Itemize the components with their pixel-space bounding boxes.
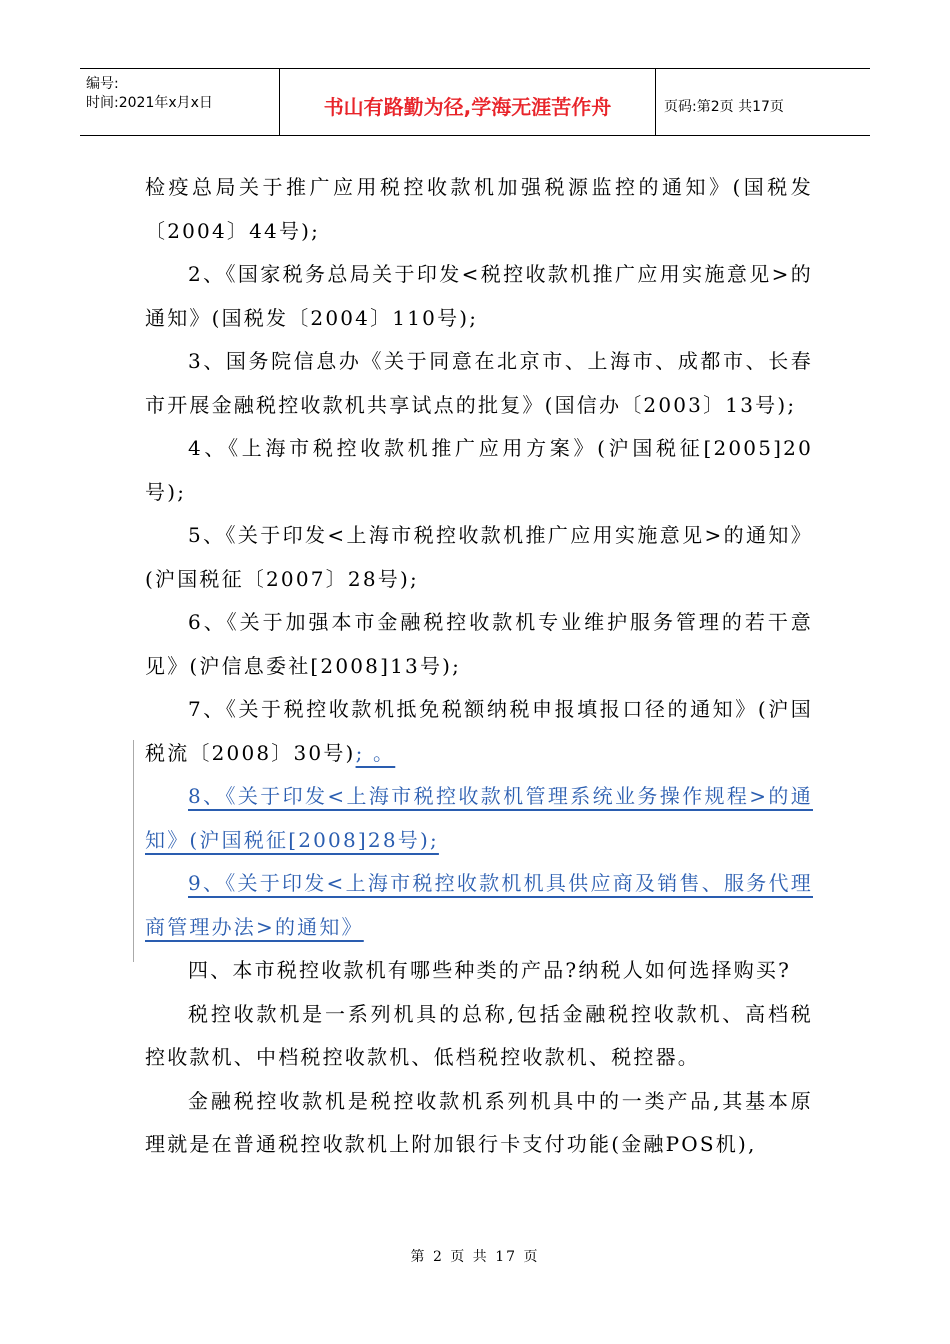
paragraph: 检疫总局关于推广应用税控收款机加强税源监控的通知》(国税发〔2004〕44号);	[145, 175, 813, 243]
paragraph: 6、《关于加强本市金融税控收款机专业维护服务管理的若干意见》(沪信息委社[2008]13号);	[145, 610, 813, 678]
revision-bar	[133, 740, 134, 962]
page-header	[80, 68, 870, 136]
header-meta	[80, 69, 280, 135]
paragraph-text: 7、《关于税控收款机抵免税额纳税申报填报口径的通知》(沪国税流〔2008〕30号)	[145, 697, 813, 765]
revision-paragraph: 8、《关于印发<上海市税控收款机管理系统业务操作规程>的通知》(沪国税征[2008]28号);	[145, 784, 813, 852]
revision-inserted-text: ; 。	[355, 740, 396, 765]
section-heading: 四、本市税控收款机有哪些种类的产品?纳税人如何选择购买?	[188, 958, 792, 982]
document-number-label: 编号:	[86, 76, 119, 92]
paragraph	[145, 688, 813, 775]
page-footer: 第 2 页 共 17 页	[410, 1249, 540, 1265]
document-time-label: 时间:2021年x月x日	[86, 95, 213, 111]
header-motto: 书山有路勤为径,学海无涯苦作舟	[280, 69, 656, 135]
paragraph: 3、国务院信息办《关于同意在北京市、上海市、成都市、长春市开展金融税控收款机共享试点的批复》(国信办〔2003〕13号);	[145, 349, 813, 417]
paragraph: 4、《上海市税控收款机推广应用方案》(沪国税征[2005]20号);	[145, 436, 813, 504]
document-body	[145, 166, 813, 1167]
paragraph: 2、《国家税务总局关于印发<税控收款机推广应用实施意见>的通知》(国税发〔2004〕110号);	[145, 262, 813, 330]
revision-paragraph: 9、《关于印发<上海市税控收款机机具供应商及销售、服务代理商管理办法>的通知》	[145, 871, 813, 939]
header-page-label: 页码:第2页 共17页	[664, 99, 784, 115]
paragraph: 税控收款机是一系列机具的总称,包括金融税控收款机、高档税控收款机、中档税控收款机、低档税控收款机、税控器。	[145, 1001, 813, 1069]
paragraph: 金融税控收款机是税控收款机系列机具中的一类产品,其基本原理就是在普通税控收款机上附加银行卡支付功能(金融POS机),	[145, 1088, 813, 1156]
paragraph: 5、《关于印发<上海市税控收款机推广应用实施意见>的通知》(沪国税征〔2007〕28号);	[145, 523, 813, 591]
